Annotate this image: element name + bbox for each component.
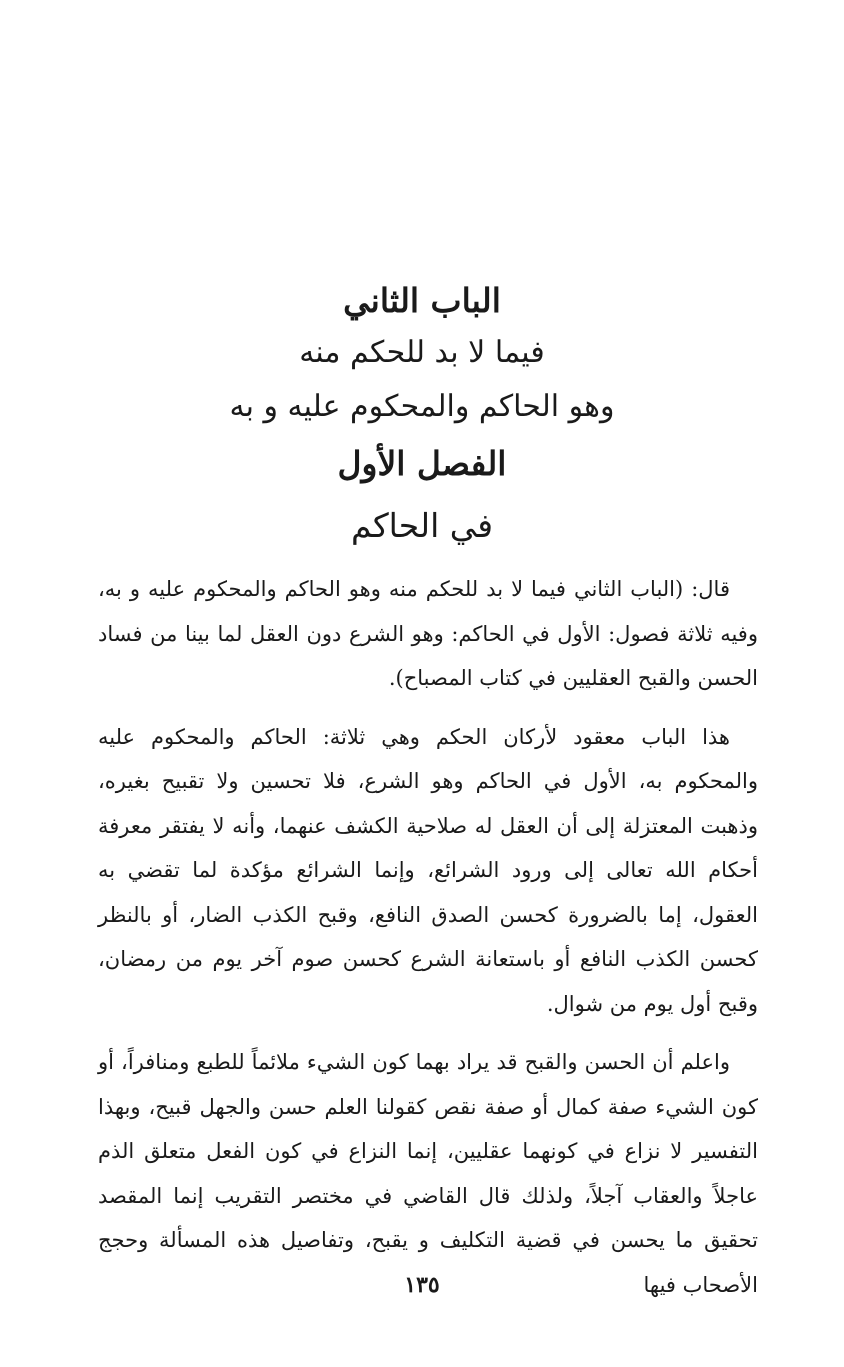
chapter-subtitle-line2: وهو الحاكم والمحكوم عليه و به [229, 389, 615, 424]
chapter-title: الباب الثاني [343, 281, 501, 320]
page-number: ١٣٥ [404, 1272, 440, 1298]
paragraph-quote: قال: (الباب الثاني فيما لا بد للحكم منه وهو الحاكم والمحكوم عليه و به، وفيه ثلاثة فصول: الأول في الحاكم: وهو الشرع دون العقل لما بينا من فساد الحسن والقبح العقليين في كتاب المصباح). [98, 577, 758, 690]
section-title: الفصل الأول [337, 444, 507, 483]
body-text [98, 567, 758, 1321]
paragraph-commentary: هذا الباب معقود لأركان الحكم وهي ثلاثة: الحاكم والمحكوم عليه والمحكوم به، الأول في الحاكم وهو الشرع، فلا تحسين ولا تقبيح بغيره، وذهبت المعتزلة إلى أن العقل له صلاحية الكشف عنهما، وأنه لا يفتقر معرفة أحكام الله تعالى إلى ورود الشرائع، وإنما الشرائع مؤكدة لما تقضي به العقول، إما بالضرورة كحسن الصدق النافع، وقبح الكذب الضار، أو بالنظر كحسن الكذب النافع أو باستعانة الشرع كحسن صوم آخر يوم من رمضان، وقبح أول يوم من شوال. [98, 724, 758, 1016]
chapter-heading-block [0, 276, 844, 558]
chapter-subtitle-line1: فيما لا بد للحكم منه [299, 335, 545, 370]
section-subtitle: في الحاكم [350, 506, 494, 545]
paragraph-explanation: واعلم أن الحسن والقبح قد يراد بهما كون الشيء ملائماً للطبع ومنافراً، أو كون الشيء صفة كمال أو صفة نقص كقولنا العلم حسن والجهل قبيح، وبهذا التفسير لا نزاع في كونهما عقليين، إنما النزاع في كون الفعل متعلق الذم عاجلاً والعقاب آجلاً، ولذلك قال القاضي في مختصر التقريب إنما المقصد تحقيق ما يحسن في قضية التكليف و يقبح، وتفاصيل هذه المسألة وحجج الأصحاب فيها [98, 1050, 758, 1297]
